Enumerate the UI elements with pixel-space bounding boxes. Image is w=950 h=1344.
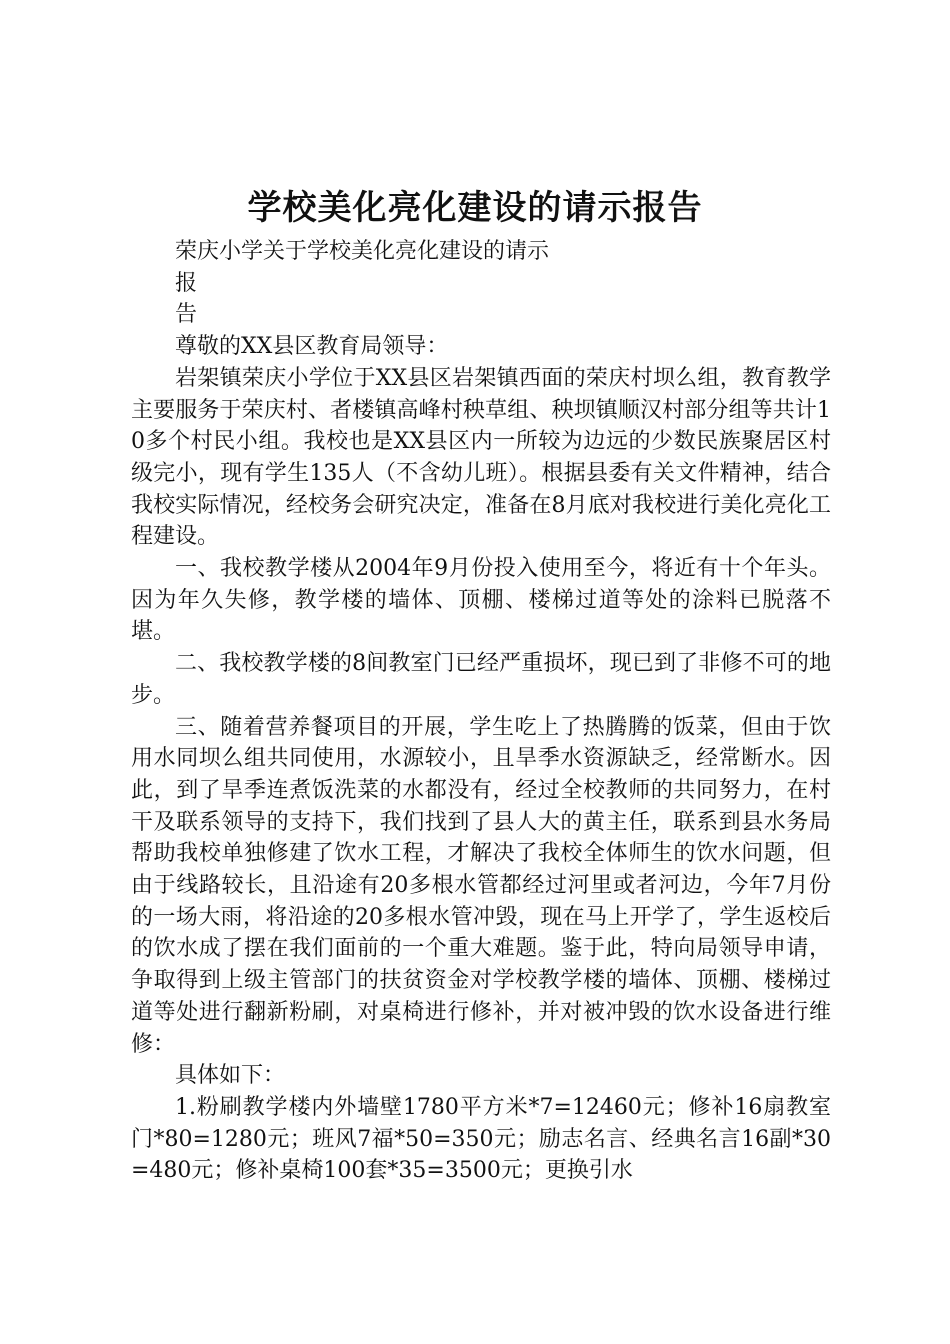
cost-details-paragraph: 1.粉刷教学楼内外墙壁1780平方米*7=12460元；修补16扇教室门*80=1280元；班风7福*50=350元；励志名言、经典名言16副*30=480元；修补桌椅100套*35=3500元；更换引水 bbox=[131, 1094, 831, 1184]
subtitle-line-report-1: 报 bbox=[175, 270, 198, 296]
details-heading: 具体如下： bbox=[175, 1063, 286, 1089]
document-title: 学校美化亮化建设的请示报告 bbox=[247, 188, 703, 228]
document-body bbox=[131, 236, 831, 1187]
salutation: 尊敬的XX县区教育局领导： bbox=[175, 334, 449, 360]
item-three-paragraph: 三、随着营养餐项目的开展，学生吃上了热腾腾的饭菜，但由于饮用水同坝么组共同使用，水源较小，且旱季水资源缺乏，经常断水。因此，到了旱季连煮饭洗菜的水都没有，经过全校教师的共同努力，在村干及联系领导的支持下，我们找到了县人大的黄主任，联系到县水务局帮助我校单独修建了饮水工程，才解决了我校全体师生的饮水问题，但由于线路较长，且沿途有20多根水管都经过河里或者河边，今年7月份的一场大雨，将沿途的20多根水管冲毁，现在马上开学了，学生返校后的饮水成了摆在我们面前的一个重大难题。鉴于此，特向局领导申请，争取得到上级主管部门的扶贫资金对学校教学楼的墙体、顶棚、楼梯过道等处进行翻新粉刷，对桌椅进行修补，并对被冲毁的饮水设备进行维修： bbox=[131, 714, 831, 1057]
item-one-paragraph: 一、我校教学楼从2004年9月份投入使用至今，将近有十个年头。因为年久失修，教学楼的墙体、顶棚、楼梯过道等处的涂料已脱落不堪。 bbox=[131, 556, 831, 645]
item-two-paragraph: 二、我校教学楼的8间教室门已经严重损坏，现已到了非修不可的地步。 bbox=[131, 651, 831, 708]
subtitle-line-report-2: 告 bbox=[175, 302, 198, 328]
subtitle-line: 荣庆小学关于学校美化亮化建设的请示 bbox=[175, 239, 550, 264]
intro-paragraph: 岩架镇荣庆小学位于XX县区岩架镇西面的荣庆村坝么组，教育教学主要服务于荣庆村、者楼镇高峰村秧草组、秧坝镇顺汉村部分组等共计10多个村民小组。我校也是XX县区内一所较为边远的少数民族聚居区村级完小，现有学生135人（不含幼儿班）。根据县委有关文件精神，结合我校实际情况，经校务会研究决定，准备在8月底对我校进行美化亮化工程建设。 bbox=[131, 365, 831, 550]
